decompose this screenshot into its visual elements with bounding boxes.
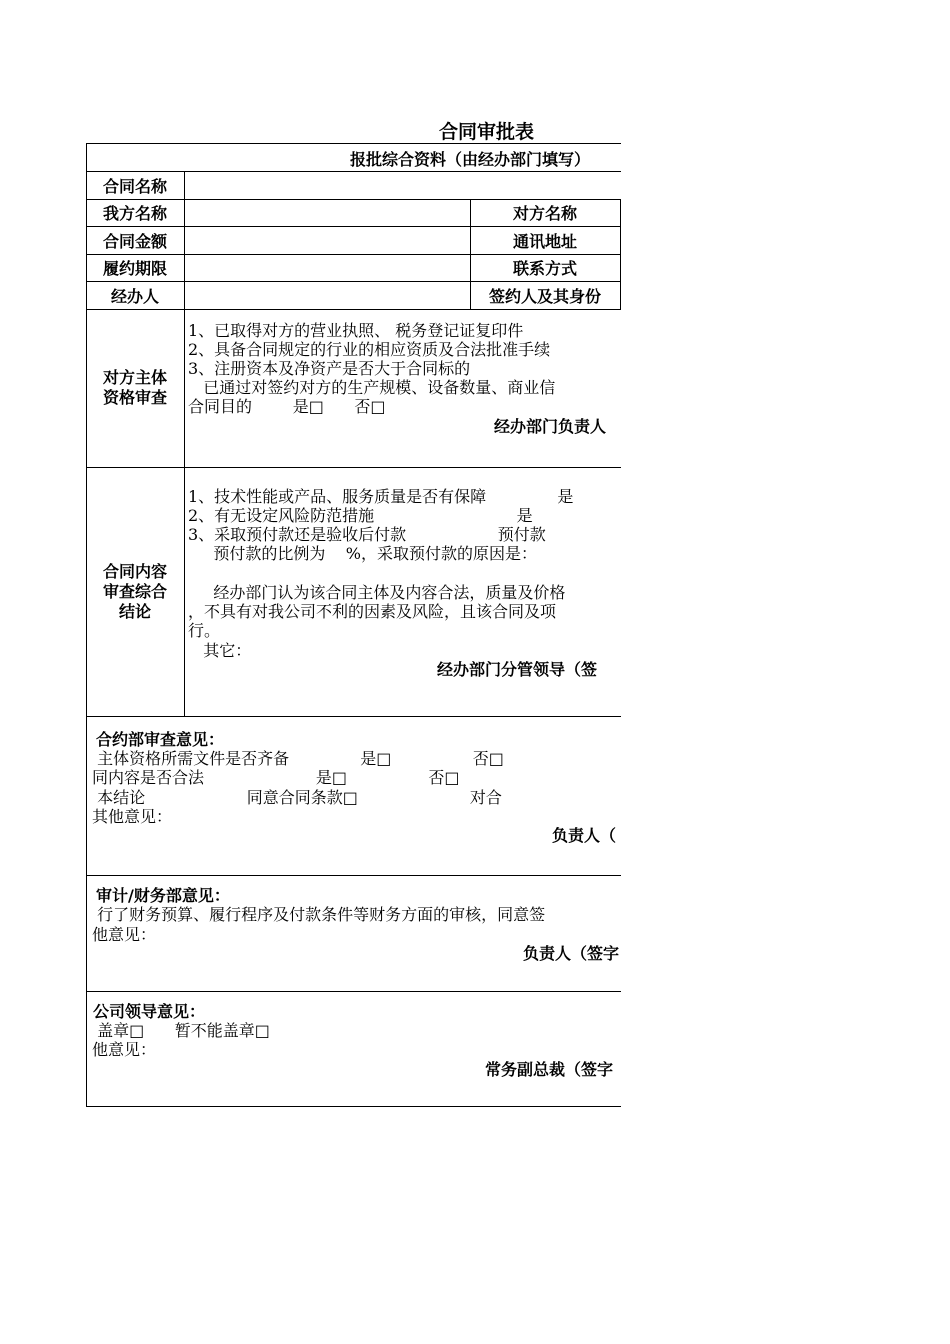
qualification-line: 已通过对签约对方的生产规模、设备数量、商业信 [188, 378, 556, 397]
content-review-line: 预付款的比例为 %，采取预付款的原因是： [188, 544, 537, 563]
our-name-field[interactable] [185, 200, 469, 225]
row-divider [86, 991, 621, 992]
qualification-line: 1、已取得对方的营业执照、 税务登记证复印件 [188, 321, 524, 340]
qualification-line: 3、注册资本及净资产是否大于合同标的 [188, 359, 471, 378]
qualification-checkbox-line[interactable]: 合同目的 是□ 否□ [188, 397, 386, 416]
content-review-label-line: 结论 [118, 601, 151, 621]
qualification-label [86, 309, 184, 467]
conclusion-line: ，不具有对我公司不利的因素及风险，且该合同及项 [188, 602, 557, 621]
counterparty-name-label: 对方名称 [512, 204, 577, 223]
frame-bottom-border [86, 1106, 621, 1107]
col-divider [184, 309, 185, 716]
content-review-label [86, 467, 184, 716]
leadership-line: 他意见： [92, 1040, 157, 1059]
legal-dept-line: 其他意见： [92, 807, 173, 826]
contract-amount-label: 合同金额 [102, 231, 167, 251]
qualification-label-line: 对方主体 [102, 368, 167, 387]
frame-top-border [86, 143, 621, 144]
legal-dept-checkbox-line[interactable]: 同内容是否合法 是□ 否□ [92, 768, 460, 787]
content-review-line: 2、有无设定风险防范措施 是 [188, 506, 533, 525]
legal-dept-checkbox-line[interactable]: 本结论 同意合同条款□ 对合 [92, 788, 502, 807]
row-divider [86, 716, 621, 717]
leadership-heading: 公司领导意见： [93, 1002, 206, 1021]
content-review-label-line: 合同内容 [102, 561, 167, 581]
finance-dept-heading: 审计/财务部意见： [96, 886, 230, 905]
form-title: 合同审批表 [439, 121, 535, 143]
legal-dept-heading: 合约部审查意见： [96, 730, 225, 749]
contract-amount-field[interactable] [185, 227, 469, 253]
conclusion-line: 其它： [188, 641, 252, 660]
finance-dept-line: 他意见： [92, 925, 157, 944]
section-header: 报批综合资料（由经办部门填写） [350, 150, 591, 169]
contact-label: 联系方式 [512, 259, 577, 278]
content-review-line: 3、采取预付款还是验收后付款 预付款 [188, 525, 546, 544]
handler-field[interactable] [185, 282, 469, 308]
handler-label: 经办人 [110, 286, 159, 306]
term-field[interactable] [185, 255, 469, 280]
our-name-label: 我方名称 [102, 204, 167, 223]
term-label: 履约期限 [102, 259, 167, 278]
address-label: 通讯地址 [512, 231, 577, 251]
qualification-line: 2、具备合同规定的行业的相应资质及合法批准手续 [188, 340, 551, 359]
leadership-checkbox-line[interactable]: 盖章□ 暂不能盖章□ [92, 1021, 270, 1040]
signer-label: 签约人及其身份 [488, 286, 601, 306]
content-review-label-line: 审查综合 [102, 581, 167, 601]
conclusion-line: 经办部门认为该合同主体及内容合法，质量及价格 [188, 583, 566, 602]
leadership-signoff: 常务副总裁（签字 [485, 1060, 614, 1079]
contract-name-field[interactable] [185, 172, 621, 198]
contract-name-label: 合同名称 [102, 176, 167, 196]
content-review-signoff: 经办部门分管领导（签 [437, 660, 598, 679]
row-divider [86, 875, 621, 876]
qualification-label-line: 资格审查 [102, 388, 167, 407]
finance-dept-signoff: 负责人（签字 [523, 944, 620, 963]
legal-dept-signoff: 负责人（ [552, 826, 617, 845]
legal-dept-checkbox-line[interactable]: 主体资格所需文件是否齐备 是□ 否□ [92, 749, 504, 768]
content-review-line: 1、技术性能或产品、服务质量是否有保障 是 [188, 487, 574, 506]
conclusion-line: 行。 [188, 621, 221, 640]
finance-dept-line: 行了财务预算、履行程序及付款条件等财务方面的审核，同意签 [92, 905, 546, 924]
qualification-signoff: 经办部门负责人 [494, 417, 607, 436]
